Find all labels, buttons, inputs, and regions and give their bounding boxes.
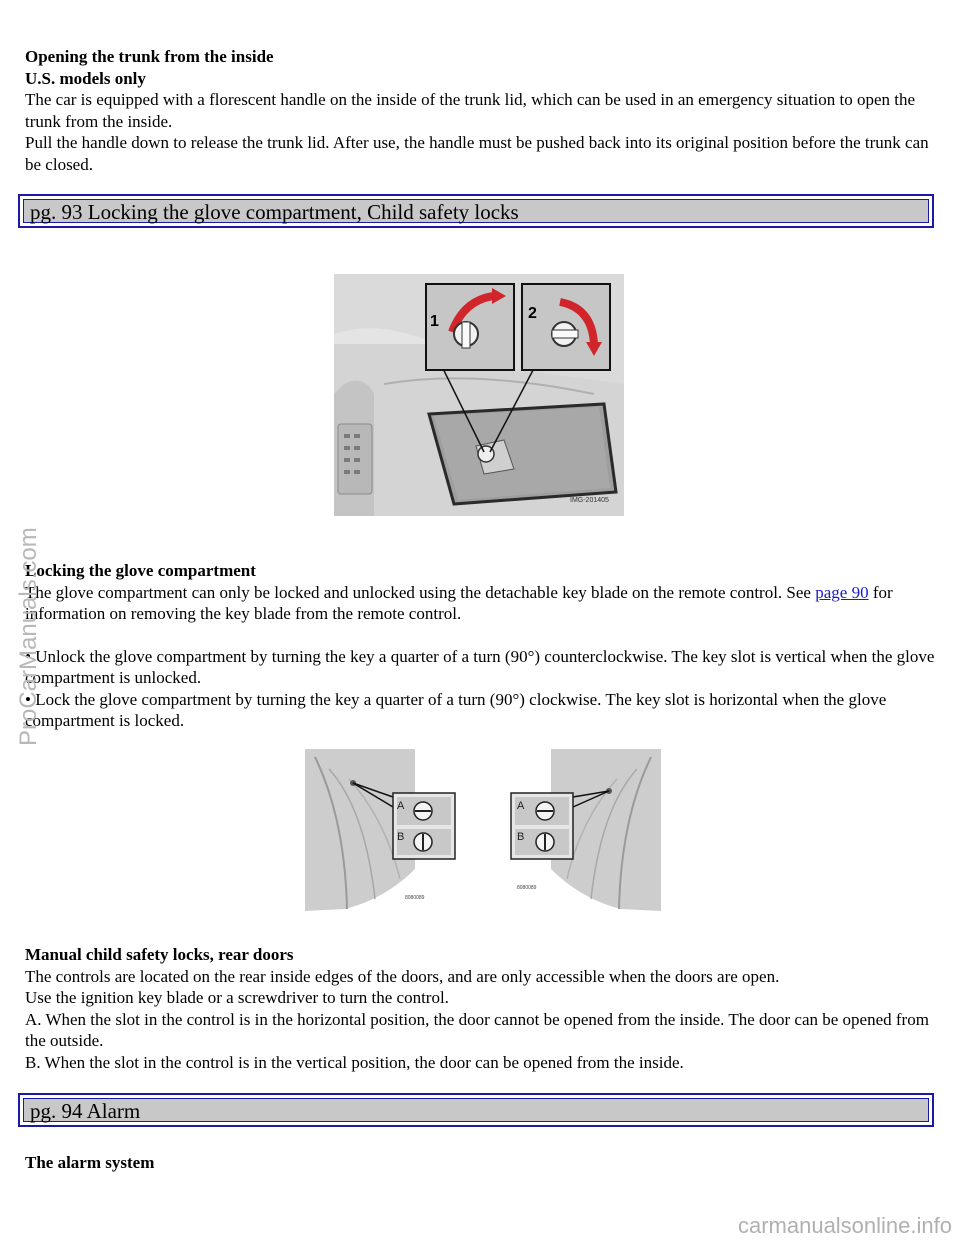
child-lock-illustration — [305, 749, 661, 911]
figure1-code: IMG-201405 — [570, 497, 609, 504]
figure2-left-label-b: B — [397, 831, 405, 843]
figure2-right-code: 8080089 — [517, 885, 537, 891]
figure1-label-1: 1 — [430, 313, 439, 330]
glove-bullet-lock: • Lock the glove compartment by turning the key a quarter of a turn (90°) clockwise. The key slot is horizontal when the glove compartment is locked. — [25, 689, 887, 730]
alarm-heading: The alarm system — [25, 1153, 155, 1172]
child-lock-line-4: B. When the slot in the control is in the vertical position, the door can be opened from the inside. — [25, 1052, 684, 1072]
child-lock-line-3: A. When the slot in the control is in the horizontal position, the door cannot be opened from the inside. The door can be opened from the outside. — [25, 1009, 929, 1050]
child-lock-line-2: Use the ignition key blade or a screwdriver to turn the control. — [25, 988, 449, 1007]
trunk-paragraph-2: Pull the handle down to release the trunk lid. After use, the handle must be pushed back into its original position before the trunk can be closed. — [25, 133, 929, 174]
glove-bullet-unlock: • Unlock the glove compartment by turning the key a quarter of a turn (90°) counterclockwise. The key slot is vertical when the glove compartment is unlocked. — [25, 646, 935, 687]
child-lock-heading: Manual child safety locks, rear doors — [25, 945, 294, 964]
trunk-heading: Opening the trunk from the inside — [25, 47, 274, 66]
glove-compartment-illustration — [334, 274, 624, 516]
section-banner-pg93 — [18, 194, 934, 228]
alarm-section — [25, 1152, 940, 1174]
section-banner-pg94-title: pg. 94 Alarm — [23, 1098, 929, 1122]
trunk-subheading: U.S. models only — [25, 68, 146, 88]
figure1-label-2: 2 — [528, 305, 537, 322]
trunk-section — [25, 46, 940, 175]
figure2-left-code: 8080089 — [405, 895, 425, 901]
figure2-right-label-a: A — [517, 800, 525, 812]
page-90-link[interactable]: page 90 — [815, 582, 869, 602]
figure2-right-label-b: B — [517, 831, 525, 843]
section-banner-pg94 — [18, 1093, 934, 1127]
bottom-watermark: carmanualsonline.info — [737, 1212, 952, 1238]
glove-paragraph: The glove compartment can only be locked and unlocked using the detachable key blade on the remote control. See page 90 for information on removing the key blade from the remote control. — [25, 582, 893, 623]
glove-heading: Locking the glove compartment — [25, 561, 256, 580]
figure2-left-label-a: A — [397, 800, 405, 812]
child-lock-section — [25, 944, 940, 1073]
child-lock-line-1: The controls are located on the rear inside edges of the doors, and are only accessible when the doors are open. — [25, 966, 780, 986]
section-banner-pg93-title: pg. 93 Locking the glove compartment, Child safety locks — [23, 199, 929, 223]
side-watermark: ProCarManuals.com — [15, 527, 42, 746]
trunk-paragraph-1: The car is equipped with a florescent handle on the inside of the trunk lid, which can be used in an emergency situation to open the trunk from the inside. — [25, 90, 916, 131]
glove-section — [25, 560, 940, 732]
